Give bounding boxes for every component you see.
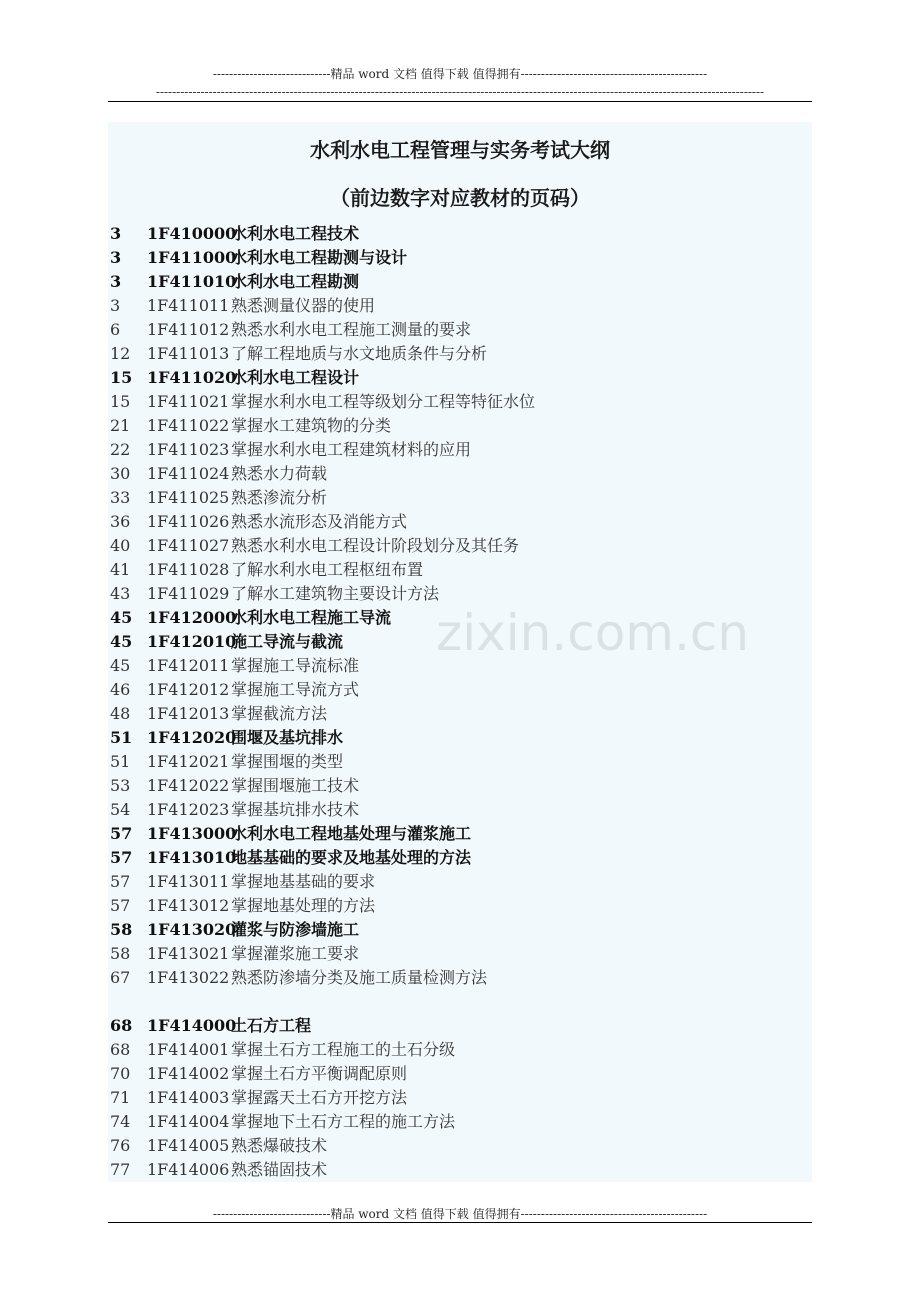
page-number: 57: [110, 896, 131, 915]
section-title: 灌浆与防渗墙施工: [231, 920, 360, 939]
outline-row: [108, 846, 812, 870]
section-code: 1F411022: [147, 416, 230, 435]
page-number: 21: [110, 416, 131, 435]
section-title: 掌握灌浆施工要求: [231, 944, 360, 963]
page-number: 15: [110, 392, 131, 411]
section-code: 1F413011: [147, 872, 230, 891]
section-title: 掌握土石方平衡调配原则: [231, 1064, 408, 1083]
page-number: 6: [110, 320, 121, 339]
outline-row: [108, 342, 812, 366]
section-code: 1F411023: [147, 440, 230, 459]
section-title: 熟悉爆破技术: [231, 1136, 328, 1155]
page-number: 57: [110, 824, 133, 843]
section-code: 1F414006: [147, 1160, 230, 1179]
outline-row: [108, 246, 812, 270]
section-title: 掌握地基处理的方法: [231, 896, 376, 915]
section-title: 水利水电工程施工导流: [231, 608, 392, 627]
outline-row: [108, 1014, 812, 1038]
section-code: 1F413022: [147, 968, 230, 987]
outline-row: [108, 510, 812, 534]
page-number: 30: [110, 464, 131, 483]
page-number: 58: [110, 920, 133, 939]
section-title: 施工导流与截流: [231, 632, 344, 651]
page-number: 3: [110, 224, 122, 243]
page-number: 68: [110, 1016, 133, 1035]
section-code: 1F411010: [147, 272, 237, 291]
page-number: 22: [110, 440, 131, 459]
section-code: 1F411026: [147, 512, 230, 531]
section-code: 1F412013: [147, 704, 230, 723]
section-title: 熟悉渗流分析: [231, 488, 328, 507]
section-code: 1F411011: [147, 296, 230, 315]
outline-row: [108, 1086, 812, 1110]
page-number: 51: [110, 752, 131, 771]
section-title: 掌握施工导流标准: [231, 656, 360, 675]
section-title: 熟悉水流形态及消能方式: [231, 512, 408, 531]
page-number: 45: [110, 608, 133, 627]
section-code: 1F414002: [147, 1064, 230, 1083]
section-title: 掌握基坑排水技术: [231, 800, 360, 819]
header-dash-line: ------------------------------------------------------------------------------------------------------------------------------------------------------: [155, 86, 765, 98]
outline-row: [108, 438, 812, 462]
page-number: 46: [110, 680, 131, 699]
outline-row: [108, 294, 812, 318]
section-title: 了解工程地质与水文地质条件与分析: [231, 344, 488, 363]
section-code: 1F412021: [147, 752, 230, 771]
outline-row: [108, 534, 812, 558]
section-title: 水利水电工程勘测与设计: [231, 248, 408, 267]
page-number: 40: [110, 536, 131, 555]
section-title: 掌握地下土石方工程的施工方法: [231, 1112, 456, 1131]
section-title: 水利水电工程设计: [231, 368, 360, 387]
page-number: 51: [110, 728, 133, 747]
section-code: 1F413000: [147, 824, 237, 843]
footer-banner: -----------------------------精品 word 文档 值得下载 值得拥有----------------------------------------------: [212, 1207, 708, 1221]
section-title: 熟悉水利水电工程设计阶段划分及其任务: [231, 536, 520, 555]
section-title: 熟悉防渗墙分类及施工质量检测方法: [231, 968, 488, 987]
section-code: 1F411028: [147, 560, 230, 579]
section-title: 土石方工程: [231, 1016, 312, 1035]
outline-row: [108, 414, 812, 438]
section-title: 水利水电工程勘测: [231, 272, 360, 291]
outline-row: [108, 966, 812, 990]
outline-row: [108, 1110, 812, 1134]
section-code: 1F411021: [147, 392, 230, 411]
section-code: 1F411012: [147, 320, 230, 339]
watermark-text: zixin.com.cn: [436, 604, 750, 662]
page-number: 71: [110, 1088, 131, 1107]
section-code: 1F410000: [147, 224, 237, 243]
section-title: 掌握土石方工程施工的土石分级: [231, 1040, 456, 1059]
section-code: 1F412022: [147, 776, 230, 795]
outline-row: [108, 318, 812, 342]
outline-row: [108, 894, 812, 918]
section-code: 1F414001: [147, 1040, 230, 1059]
page-number: 54: [110, 800, 131, 819]
document-title: 水利水电工程管理与实务考试大纲: [310, 138, 610, 162]
outline-row: [108, 366, 812, 390]
page-number: 12: [110, 344, 131, 363]
outline-row: [108, 870, 812, 894]
section-code: 1F411025: [147, 488, 230, 507]
page-number: 74: [110, 1112, 131, 1131]
section-title: 熟悉锚固技术: [231, 1160, 328, 1179]
section-code: 1F412020: [147, 728, 237, 747]
outline-row: [108, 558, 812, 582]
section-code: 1F414004: [147, 1112, 230, 1131]
outline-row: [108, 774, 812, 798]
section-code: 1F411013: [147, 344, 230, 363]
page-number: 67: [110, 968, 131, 987]
page-number: 48: [110, 704, 131, 723]
section-title: 水利水电工程技术: [231, 224, 360, 243]
outline-row: [108, 678, 812, 702]
header-banner: -----------------------------精品 word 文档 值得下载 值得拥有----------------------------------------------: [212, 67, 708, 81]
section-title: 掌握水工建筑物的分类: [231, 416, 392, 435]
page-number: 45: [110, 656, 131, 675]
document-subtitle: （前边数字对应教材的页码）: [330, 186, 590, 210]
outline-list: [108, 222, 812, 1182]
section-title: 熟悉水力荷载: [231, 464, 328, 483]
outline-row: [108, 702, 812, 726]
blank-line: [108, 990, 812, 1014]
outline-row: [108, 822, 812, 846]
section-code: 1F412012: [147, 680, 230, 699]
page-number: 3: [110, 272, 122, 291]
section-code: 1F412010: [147, 632, 237, 651]
section-code: 1F413012: [147, 896, 230, 915]
section-code: 1F414005: [147, 1136, 230, 1155]
page-number: 43: [110, 584, 131, 603]
section-title: 掌握水利水电工程等级划分工程等特征水位: [231, 392, 536, 411]
section-code: 1F412000: [147, 608, 237, 627]
page-number: 45: [110, 632, 133, 651]
header-rule: [108, 101, 812, 102]
page-number: 70: [110, 1064, 131, 1083]
page-number: 15: [110, 368, 133, 387]
page-number: 76: [110, 1136, 131, 1155]
outline-row: [108, 1038, 812, 1062]
page-number: 68: [110, 1040, 131, 1059]
section-title: 了解水利水电工程枢纽布置: [231, 560, 424, 579]
section-title: 掌握截流方法: [231, 704, 328, 723]
outline-row: [108, 462, 812, 486]
section-code: 1F411020: [147, 368, 237, 387]
outline-row: [108, 582, 812, 606]
outline-row: [108, 1134, 812, 1158]
outline-row: [108, 918, 812, 942]
section-title: 掌握施工导流方式: [231, 680, 360, 699]
section-code: 1F413021: [147, 944, 230, 963]
outline-row: [108, 486, 812, 510]
section-title: 掌握露天土石方开挖方法: [231, 1088, 408, 1107]
outline-row: [108, 222, 812, 246]
section-title: 了解水工建筑物主要设计方法: [231, 584, 440, 603]
section-title: 围堰及基坑排水: [231, 728, 344, 747]
outline-row: [108, 1062, 812, 1086]
page-number: 57: [110, 872, 131, 891]
section-code: 1F414003: [147, 1088, 230, 1107]
page-number: 33: [110, 488, 131, 507]
section-code: 1F411027: [147, 536, 230, 555]
section-code: 1F413020: [147, 920, 237, 939]
section-code: 1F412023: [147, 800, 230, 819]
section-title: 掌握围堰的类型: [231, 752, 344, 771]
section-title: 掌握地基基础的要求: [231, 872, 376, 891]
page-number: 58: [110, 944, 131, 963]
section-title: 地基基础的要求及地基处理的方法: [231, 848, 472, 867]
section-code: 1F411029: [147, 584, 230, 603]
outline-row: [108, 1158, 812, 1182]
section-code: 1F414000: [147, 1016, 237, 1035]
page-number: 53: [110, 776, 131, 795]
section-title: 掌握围堰施工技术: [231, 776, 360, 795]
outline-row: [108, 798, 812, 822]
page-number: 41: [110, 560, 131, 579]
section-code: 1F411024: [147, 464, 230, 483]
section-title: 熟悉测量仪器的使用: [231, 296, 376, 315]
page-number: 36: [110, 512, 131, 531]
page-number: 3: [110, 296, 121, 315]
section-title: 熟悉水利水电工程施工测量的要求: [231, 320, 472, 339]
outline-row: [108, 390, 812, 414]
page-number: 77: [110, 1160, 131, 1179]
section-title: 水利水电工程地基处理与灌浆施工: [231, 824, 472, 843]
section-code: 1F413010: [147, 848, 237, 867]
footer-rule: [108, 1222, 812, 1223]
outline-row: [108, 270, 812, 294]
outline-row: [108, 726, 812, 750]
page-number: 57: [110, 848, 133, 867]
outline-row: [108, 750, 812, 774]
section-code: 1F412011: [147, 656, 230, 675]
page-number: 3: [110, 248, 122, 267]
outline-row: [108, 942, 812, 966]
section-title: 掌握水利水电工程建筑材料的应用: [231, 440, 472, 459]
section-code: 1F411000: [147, 248, 237, 267]
